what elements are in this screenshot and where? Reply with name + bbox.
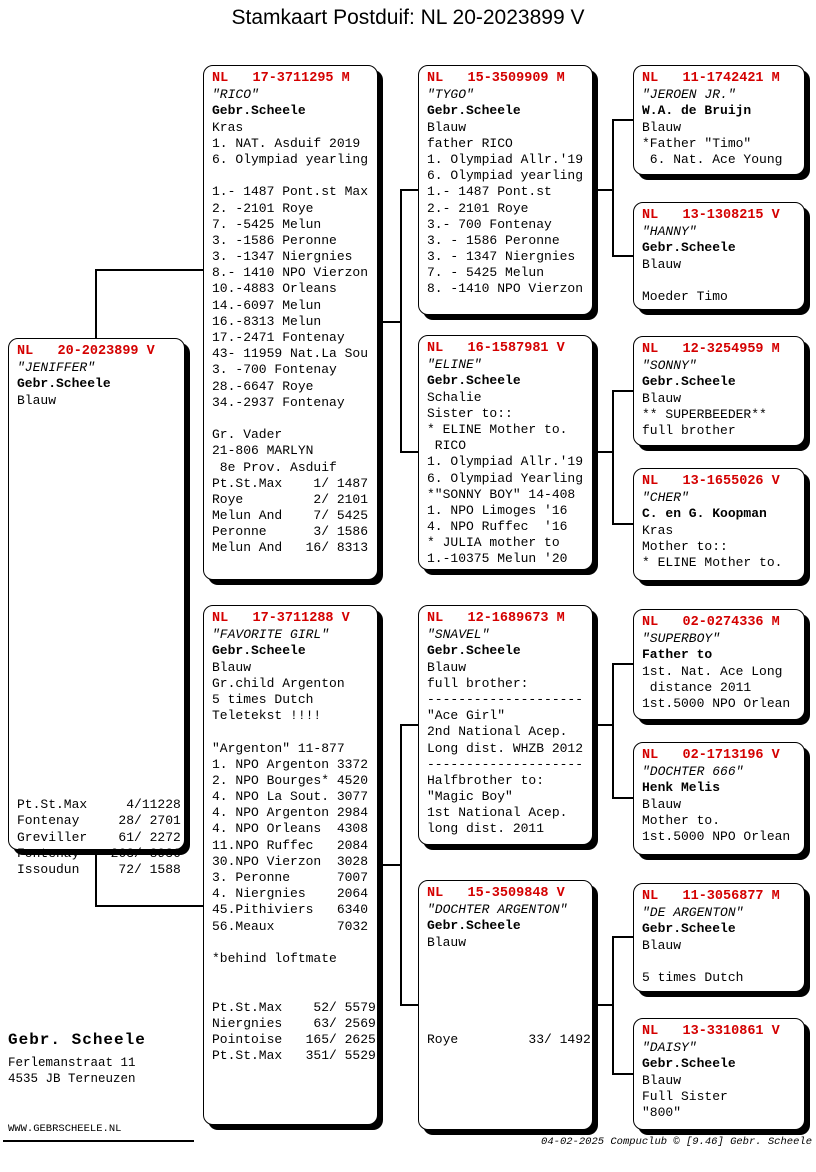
info-line: 3. - 1347 Niergnies: [427, 249, 576, 265]
owner-line: Gebr.Scheele: [427, 103, 521, 119]
info-line: Kras: [642, 522, 674, 538]
pedigree-box-jeniffer: [8, 338, 185, 877]
info-line: Sister to::: [427, 405, 513, 421]
pigeon-name: "SUPERBOY": [642, 631, 721, 647]
connector-line: [612, 390, 633, 392]
connector-line: [612, 390, 614, 525]
pigeon-name: "DOCHTER ARGENTON": [427, 902, 568, 918]
owner-line: Gebr.Scheele: [427, 373, 521, 389]
info-line: Melun And 7/ 5425: [212, 508, 369, 524]
info-line: RICO: [427, 438, 467, 454]
pedigree-box-eline: [418, 335, 593, 570]
info-line: 1st National Acep.: [427, 805, 568, 821]
pigeon-name: "TYGO": [427, 87, 474, 103]
info-line: 8. -1410 NPO Vierzon: [427, 281, 584, 297]
owner-line: Gebr.Scheele: [17, 376, 111, 392]
info-line: *behind loftmate: [212, 950, 337, 966]
info-line: [212, 724, 377, 740]
info-line: distance 2011: [642, 679, 752, 695]
info-line: Pointoise 165/ 2625: [212, 1031, 376, 1047]
info-line: Blauw: [642, 796, 682, 812]
owner-line: Gebr.Scheele: [642, 921, 736, 937]
info-line: [427, 1064, 592, 1080]
owner-line: Gebr.Scheele: [642, 240, 736, 256]
info-line: 43- 11959 Nat.La Sou: [212, 346, 369, 362]
pedigree-box-rico: [203, 65, 378, 580]
info-line: [17, 571, 184, 587]
info-line: Moeder Timo: [642, 288, 728, 304]
info-line: Blauw: [642, 119, 682, 135]
connector-line: [400, 451, 418, 453]
owner-line: C. en G. Koopman: [642, 506, 767, 522]
pedigree-box-dochter_argenton: [418, 880, 593, 1130]
connector-line: [612, 797, 633, 799]
pedigree-box-favorite_girl: [203, 605, 378, 1125]
connector-line: [95, 905, 203, 907]
info-line: 56.Meaux 7032: [212, 918, 369, 934]
pigeon-name: "CHER": [642, 490, 689, 506]
connector-line: [400, 724, 402, 1006]
info-line: 2. NPO Bourges* 4520: [212, 772, 369, 788]
owner-line: Gebr.Scheele: [427, 643, 521, 659]
info-line: father RICO: [427, 135, 513, 151]
info-line: 1st. Nat. Ace Long: [642, 663, 783, 679]
info-line: 8.- 1410 NPO Vierzon: [212, 265, 369, 281]
info-line: Blauw: [427, 119, 467, 135]
info-line: [427, 1016, 592, 1032]
info-line: Blauw: [427, 934, 467, 950]
info-line: [427, 951, 592, 967]
info-line: [17, 457, 184, 473]
info-line: 1.- 1487 Pont.st Max: [212, 184, 369, 200]
info-line: 1.-10375 Melun '20: [427, 551, 568, 567]
owner-line: Henk Melis: [642, 780, 721, 796]
info-line: "800": [642, 1104, 682, 1120]
info-line: * ELINE Mother to.: [427, 421, 568, 437]
ring-number: NL 13-3310861 V: [642, 1024, 780, 1039]
info-line: Mother to::: [642, 538, 728, 554]
owner-line: Gebr.Scheele: [642, 1056, 736, 1072]
pigeon-name: "DOCHTER 666": [642, 764, 744, 780]
connector-line: [612, 663, 614, 799]
info-line: Kras: [212, 119, 244, 135]
footer-address-line2: 4535 JB Terneuzen: [8, 1072, 136, 1086]
connector-line: [612, 523, 633, 525]
ring-number: NL 15-3509848 V: [427, 886, 565, 901]
info-line: 17.-2471 Fontenay: [212, 330, 345, 345]
info-line: [427, 1048, 592, 1064]
info-line: 1st.5000 NPO Orlean: [642, 828, 791, 844]
info-line: Blauw: [17, 392, 57, 408]
ring-number: NL 02-0274336 M: [642, 615, 780, 630]
info-line: [17, 603, 184, 619]
connector-line: [612, 255, 633, 257]
connector-line: [612, 1073, 633, 1075]
ring-number: NL 16-1587981 V: [427, 341, 565, 356]
info-line: "Ace Girl": [427, 708, 506, 724]
info-line: Roye 2/ 2101: [212, 491, 369, 507]
info-line: 4. NPO Ruffec '16: [427, 519, 568, 535]
info-line: 2nd National Acep.: [427, 724, 568, 740]
info-line: Gr. Vader: [212, 427, 283, 443]
info-line: [427, 967, 592, 983]
info-line: 3. - 1586 Peronne: [427, 232, 560, 248]
info-line: [212, 967, 377, 983]
pedigree-box-superboy: [633, 609, 805, 720]
pedigree-box-cher: [633, 468, 805, 581]
owner-line: W.A. de Bruijn: [642, 103, 752, 119]
info-line: ** SUPERBEEDER**: [642, 406, 767, 422]
info-line: 1st.5000 NPO Orlean: [642, 695, 791, 711]
info-line: Halfbrother to:: [427, 772, 545, 788]
info-line: 4. NPO Argenton 2984: [212, 805, 369, 821]
connector-line: [593, 189, 612, 191]
info-line: Gr.child Argenton: [212, 675, 345, 691]
info-line: Blauw: [427, 659, 467, 675]
connector-line: [400, 189, 402, 453]
info-line: 6. Olympiad Yearling: [427, 470, 584, 486]
info-line: 6. Olympiad yearling: [212, 151, 369, 167]
info-line: long dist. 2011: [427, 821, 545, 837]
info-line: [17, 409, 184, 425]
footer-website: WWW.GEBRSCHEELE.NL: [8, 1123, 122, 1135]
owner-line: Gebr.Scheele: [642, 374, 736, 390]
pedigree-box-hanny: [633, 202, 805, 310]
ring-number: NL 17-3711295 M: [212, 71, 350, 86]
info-line: [17, 716, 184, 732]
info-line: 7. -5425 Melun: [212, 216, 322, 232]
pigeon-name: "SONNY": [642, 358, 697, 374]
info-line: 2.- 2101 Roye: [427, 200, 529, 216]
owner-line: Gebr.Scheele: [212, 643, 306, 659]
info-line: Mother to.: [642, 812, 721, 828]
info-line: 10.-4883 Orleans: [212, 281, 337, 297]
info-line: "Magic Boy": [427, 789, 513, 805]
info-line: full brother:: [427, 675, 529, 691]
info-line: * JULIA mother to: [427, 535, 560, 551]
info-line: [212, 411, 377, 427]
footer-owner-name: Gebr. Scheele: [8, 1031, 146, 1049]
connector-line: [612, 936, 614, 1075]
info-line: 2. -2101 Roye: [212, 200, 314, 216]
info-line: 1. NPO Limoges '16: [427, 502, 568, 518]
info-line: Long dist. WHZB 2012: [427, 740, 584, 756]
pedigree-box-sonny: [633, 336, 805, 446]
info-line: 3. -1586 Peronne: [212, 232, 337, 248]
connector-line: [593, 724, 612, 726]
info-line: 6. Nat. Ace Young: [642, 151, 783, 167]
info-line: 5 times Dutch: [212, 691, 314, 707]
info-line: Pt.St.Max 52/ 5579: [212, 999, 376, 1015]
connector-line: [400, 724, 418, 726]
pedigree-box-jeroen_jr: [633, 65, 805, 175]
info-line: Pt.St.Max 4/11228: [17, 797, 181, 813]
info-line: [17, 474, 184, 490]
ring-number: NL 15-3509909 M: [427, 71, 565, 86]
pigeon-name: "JENIFFER": [17, 360, 96, 376]
info-line: [17, 733, 184, 749]
info-line: 3. -1347 Niergnies: [212, 249, 353, 265]
connector-line: [95, 269, 97, 338]
info-line: 45.Pithiviers 6340: [212, 902, 369, 918]
info-line: *Father "Timo": [642, 135, 752, 151]
info-line: 34.-2937 Fontenay: [212, 394, 345, 410]
connector-line: [612, 663, 633, 665]
info-line: 3.- 700 Fontenay: [427, 216, 552, 232]
info-line: Blauw: [642, 256, 682, 272]
info-line: [17, 490, 184, 506]
info-line: *"SONNY BOY" 14-408: [427, 486, 576, 502]
info-line: Pt.St.Max 1/ 1487: [212, 475, 369, 491]
info-line: [17, 425, 184, 441]
info-line: 1. Olympiad Allr.'19: [427, 151, 584, 167]
info-line: Pt.St.Max 351/ 5529: [212, 1048, 376, 1064]
info-line: [17, 668, 184, 684]
info-line: 28.-6647 Roye: [212, 378, 314, 394]
info-line: Schalie: [427, 389, 482, 405]
connector-line: [612, 936, 633, 938]
pigeon-name: "HANNY": [642, 224, 697, 240]
info-line: 21-806 MARLYN: [212, 443, 314, 459]
info-line: 3. Peronne 7007: [212, 870, 369, 885]
pigeon-name: "ELINE": [427, 357, 482, 373]
connector-line: [593, 1004, 612, 1006]
pedigree-box-daisy: [633, 1018, 805, 1130]
info-line: [427, 983, 592, 999]
info-line: 14.-6097 Melun: [212, 297, 322, 313]
info-line: [212, 983, 377, 999]
info-line: [17, 554, 184, 570]
connector-line: [95, 269, 203, 271]
info-line: 1. NPO Argenton 3372: [212, 756, 369, 772]
info-line: Fontenay 28/ 2701: [17, 813, 181, 829]
info-line: [427, 1080, 592, 1096]
ring-number: NL 13-1655026 V: [642, 474, 780, 489]
pigeon-name: "FAVORITE GIRL": [212, 627, 330, 643]
connector-line: [593, 451, 612, 453]
pedigree-box-snavel: [418, 605, 593, 845]
connector-line: [378, 321, 400, 323]
owner-line: Gebr.Scheele: [212, 103, 306, 119]
info-line: [17, 619, 184, 635]
info-line: [17, 700, 184, 716]
info-line: Blauw: [212, 659, 252, 675]
info-line: Issoudun 72/ 1588: [17, 862, 181, 877]
ring-number: NL 02-1713196 V: [642, 748, 780, 763]
info-line: [17, 781, 184, 797]
pigeon-name: "JEROEN JR.": [642, 87, 736, 103]
info-line: 4. Niergnies 2064: [212, 886, 369, 902]
page-title: Stamkaart Postduif: NL 20-2023899 V: [231, 6, 585, 29]
ring-number: NL 17-3711288 V: [212, 611, 350, 626]
info-line: Blauw: [642, 1072, 682, 1088]
info-line: Blauw: [642, 937, 682, 953]
connector-line: [400, 1004, 418, 1006]
info-line: [17, 684, 184, 700]
info-line: 8e Prov. Asduif: [212, 459, 337, 475]
ring-number: NL 12-3254959 M: [642, 342, 780, 357]
pedigree-box-dochter_666: [633, 742, 805, 855]
info-line: [17, 441, 184, 457]
pedigree-box-tygo: [418, 65, 593, 315]
info-line: [212, 935, 377, 951]
ring-number: NL 11-1742421 M: [642, 71, 780, 86]
footer-print-info: 04-02-2025 Compuclub © [9.46] Gebr. Scheele: [541, 1136, 812, 1148]
info-line: [17, 749, 184, 765]
info-line: Peronne 3/ 1586: [212, 524, 369, 540]
info-line: [17, 635, 184, 651]
info-line: 11.NPO Ruffec 2084: [212, 837, 369, 853]
info-line: Melun And 16/ 8313: [212, 540, 369, 556]
info-line: 1.- 1487 Pont.st: [427, 184, 552, 200]
ring-number: NL 12-1689673 M: [427, 611, 565, 626]
info-line: 7. - 5425 Melun: [427, 265, 545, 281]
ring-number: NL 13-1308215 V: [642, 208, 780, 223]
pedigree-box-de_argenton: [633, 883, 805, 992]
ring-number: NL 20-2023899 V: [17, 344, 155, 359]
pigeon-name: "DE ARGENTON": [642, 905, 744, 921]
ring-number: NL 11-3056877 M: [642, 889, 780, 904]
owner-line: Father to: [642, 647, 713, 663]
info-line: [642, 954, 804, 970]
info-line: [17, 765, 184, 781]
pigeon-name: "DAISY": [642, 1040, 697, 1056]
info-line: [17, 587, 184, 603]
info-line: [17, 652, 184, 668]
footer-divider-line: [3, 1140, 194, 1142]
info-line: [642, 273, 804, 289]
info-line: 1. Olympiad Allr.'19: [427, 454, 584, 470]
info-line: "Argenton" 11-877: [212, 740, 345, 756]
info-line: 6. Olympiad yearling: [427, 168, 584, 184]
connector-line: [378, 864, 400, 866]
info-line: --------------------: [427, 756, 584, 772]
info-line: 16.-8313 Melun: [212, 313, 322, 329]
info-line: Blauw: [642, 390, 682, 406]
info-line: [17, 506, 184, 522]
connector-line: [612, 119, 614, 257]
info-line: [427, 999, 592, 1015]
info-line: Teletekst !!!!: [212, 708, 322, 724]
info-line: Greviller 61/ 2272: [17, 829, 181, 845]
owner-line: Gebr.Scheele: [427, 918, 521, 934]
info-line: [17, 522, 184, 538]
info-line: * ELINE Mother to.: [642, 554, 783, 570]
pigeon-name: "RICO": [212, 87, 259, 103]
info-line: Niergnies 63/ 2569: [212, 1015, 376, 1031]
pigeon-name: "SNAVEL": [427, 627, 490, 643]
info-line: 1. NAT. Asduif 2019: [212, 135, 361, 151]
info-line: 5 times Dutch: [642, 969, 744, 985]
info-line: [212, 168, 377, 184]
info-line: 4. NPO La Sout. 3077: [212, 789, 369, 805]
footer-address-line1: Ferlemanstraat 11: [8, 1056, 136, 1070]
info-line: 30.NPO Vierzon 3028: [212, 853, 369, 869]
info-line: [17, 538, 184, 554]
info-line: Fontenay 263/ 8936: [17, 845, 181, 861]
connector-line: [612, 119, 633, 121]
info-line: 4. NPO Orleans 4308: [212, 821, 369, 837]
info-line: Roye 33/ 1492: [427, 1031, 591, 1047]
info-line: --------------------: [427, 691, 584, 707]
info-line: 3. -700 Fontenay: [212, 362, 337, 378]
info-line: Full Sister: [642, 1088, 728, 1104]
connector-line: [400, 189, 418, 191]
info-line: full brother: [642, 422, 736, 438]
